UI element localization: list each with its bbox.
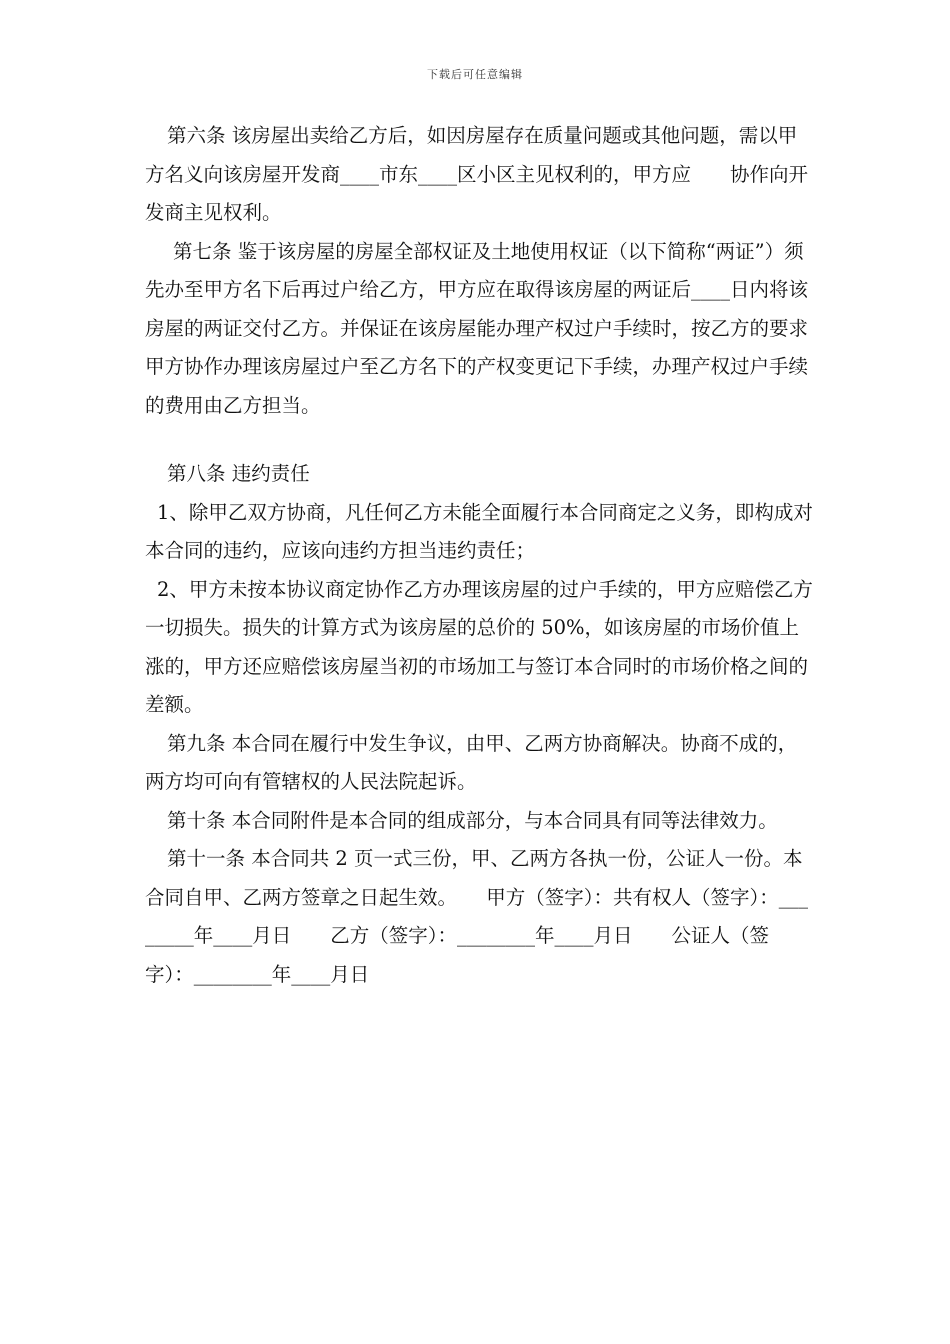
article-11: 第十一条 本合同共 2 页一式三份，甲、乙两方各执一份，公证人一份。本合同自甲、乙两方签章之日起生效。 甲方（签字）：共有权人（签字）：________年____月日 乙方（签字）：________年____月日 公证人（签字）：________年____月日 xyxy=(145,847,809,986)
article-8-item-1: 1、除甲乙双方协商，凡任何乙方未能全面履行本合同商定之义务，即构成对本合同的违约，应该向违约方担当违约责任； xyxy=(145,500,813,562)
article-8-item-2: 2、甲方未按本协议商定协作乙方办理该房屋的过户手续的，甲方应赔偿乙方一切损失。损失的计算方式为该房屋的总价的 50%，如该房屋的市场价值上涨的，甲方还应赔偿该房屋当初的市场加工与签订本合同时的市场价格之间的差额。 xyxy=(145,577,813,716)
page-header: 下载后可任意编辑 xyxy=(427,68,523,81)
article-6: 第六条 该房屋出卖给乙方后，如因房屋存在质量问题或其他问题，需以甲方名义向该房屋开发商____市东____区小区主见权利的，甲方应 协作向开发商主见权利。 xyxy=(145,124,809,224)
paragraph-gap xyxy=(145,425,813,455)
article-9: 第九条 本合同在履行中发生争议，由甲、乙两方协商解决。协商不成的，两方均可向有管辖权的人民法院起诉。 xyxy=(145,731,798,793)
article-8-title: 第八条 违约责任 xyxy=(167,462,310,485)
article-10: 第十条 本合同附件是本合同的组成部分，与本合同具有同等法律效力。 xyxy=(167,808,778,832)
article-7: 第七条 鉴于该房屋的房屋全部权证及土地使用权证（以下简称“两证”）须先办至甲方名下后再过户给乙方，甲方应在取得该房屋的两证后____日内将该房屋的两证交付乙方。并保证在该房屋能办理产权过户手续时，按乙方的要求甲方协作办理该房屋过户至乙方名下的产权变更记下手续，办理产权过户手续的费用由乙方担当。 xyxy=(145,239,809,417)
contract-body xyxy=(145,117,813,994)
